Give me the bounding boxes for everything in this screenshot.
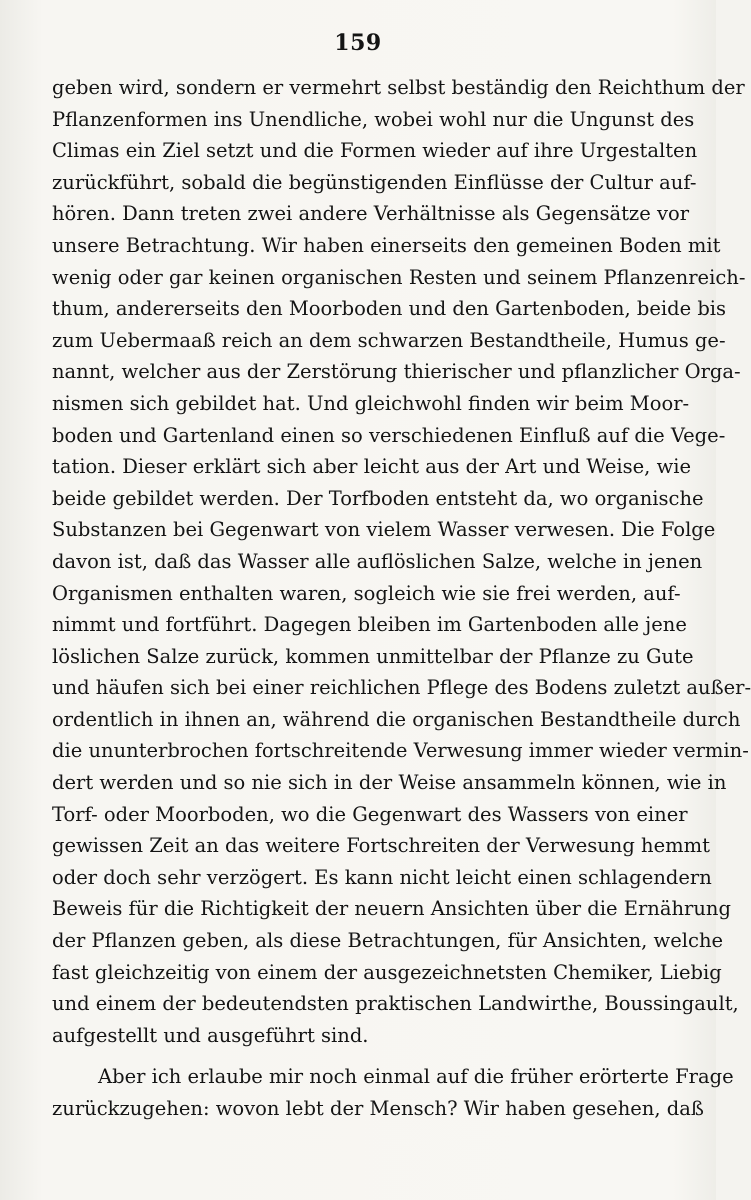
text-line: Beweis für die Richtigkeit der neuern Ansichten über die Ernährung — [52, 897, 731, 921]
text-line: Pflanzenformen ins Unendliche, wobei wohl nur die Ungunst des — [52, 107, 695, 131]
text-line: gewissen Zeit an das weitere Fortschreiten der Verwesung hemmt — [52, 834, 710, 858]
page-number: 159 — [334, 30, 382, 56]
text-line: die ununterbrochen fortschreitende Verwesung immer wieder vermin- — [52, 739, 749, 763]
paragraph — [52, 72, 751, 1051]
text-line: fast gleichzeitig von einem der ausgezeichnetsten Chemiker, Liebig — [52, 960, 722, 984]
text-line: aufgestellt und ausgeführt sind. — [52, 1023, 369, 1047]
text-line: und häufen sich bei einer reichlichen Pflege des Bodens zuletzt außer- — [52, 676, 751, 700]
paragraph — [52, 1061, 734, 1124]
text-line: tation. Dieser erklärt sich aber leicht aus der Art und Weise, wie — [52, 455, 692, 479]
body-text — [52, 72, 751, 1125]
text-line: löslichen Salze zurück, kommen unmittelbar der Pflanze zu Gute — [52, 644, 694, 668]
text-line: davon ist, daß das Wasser alle auflöslichen Salze, welche in jenen — [52, 549, 703, 573]
text-line: boden und Gartenland einen so verschiedenen Einfluß auf die Vege- — [52, 423, 726, 447]
text-line: der Pflanzen geben, als diese Betrachtungen, für Ansichten, welche — [52, 929, 724, 953]
text-line: unsere Betrachtung. Wir haben einerseits den gemeinen Boden mit — [52, 233, 721, 257]
text-line: Organismen enthalten waren, sogleich wie sie frei werden, auf- — [52, 581, 681, 605]
text-line: nismen sich gebildet hat. Und gleichwohl finden wir beim Moor- — [52, 391, 690, 415]
text-line: Torf- oder Moorboden, wo die Gegenwart des Wassers von einer — [52, 802, 688, 826]
text-line: zurückführt, sobald die begünstigenden Einflüsse der Cultur auf- — [52, 170, 697, 194]
text-line: nannt, welcher aus der Zerstörung thierischer und pflanzlicher Orga- — [52, 360, 741, 384]
text-line: zum Uebermaaß reich an dem schwarzen Bestandtheile, Humus ge- — [52, 328, 726, 352]
text-line: und einem der bedeutendsten praktischen Landwirthe, Boussingault, — [52, 992, 739, 1016]
text-line: zurückzugehen: wovon lebt der Mensch? Wir haben gesehen, daß — [52, 1097, 704, 1120]
text-line: dert werden und so nie sich in der Weise ansammeln können, wie in — [52, 771, 727, 795]
text-line: ordentlich in ihnen an, während die organischen Bestandtheile durch — [52, 707, 741, 731]
text-line: nimmt und fortführt. Dagegen bleiben im Gartenboden alle jene — [52, 613, 687, 637]
text-line: beide gebildet werden. Der Torfboden entsteht da, wo organische — [52, 486, 704, 510]
text-line: Climas ein Ziel setzt und die Formen wieder auf ihre Urgestalten — [52, 139, 698, 163]
text-line: oder doch sehr verzögert. Es kann nicht leicht einen schlagendern — [52, 865, 712, 889]
paragraph-gap — [52, 1051, 662, 1061]
text-line: hören. Dann treten zwei andere Verhältnisse als Gegensätze vor — [52, 202, 690, 226]
text-line: wenig oder gar keinen organischen Resten und seinem Pflanzenreich- — [52, 265, 746, 289]
text-line: thum, andererseits den Moorboden und den Gartenboden, beide bis — [52, 297, 727, 321]
text-line: geben wird, sondern er vermehrt selbst beständig den Reichthum der — [52, 76, 745, 99]
text-line: Substanzen bei Gegenwart von vielem Wasser verwesen. Die Folge — [52, 518, 716, 542]
text-line: Aber ich erlaube mir noch einmal auf die früher erörterte Frage — [98, 1065, 734, 1089]
